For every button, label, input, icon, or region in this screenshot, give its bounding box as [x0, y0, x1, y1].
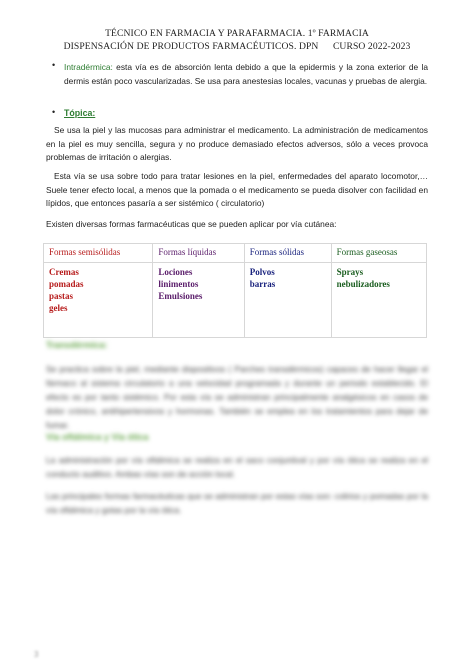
solid-cell	[244, 263, 331, 338]
list-item: geles	[49, 303, 68, 313]
blurred-heading-1: Transdérmica:	[46, 340, 108, 350]
page-number: 3	[34, 650, 39, 659]
page-header	[0, 27, 474, 53]
intradermica-paragraph	[64, 61, 428, 88]
list-item: Emulsiones	[158, 291, 203, 301]
liquid-cell	[153, 263, 244, 338]
semisolid-cell	[44, 263, 153, 338]
blurred-paragraph-1: Se practica sobre la piel, mediante dispositivos ( Parches transdérmicos) capaces de hacer llegar el fármaco al sistema circulatorio a una velocidad programada y durante un periodo establecido. El efecto es por tanto sistémico. Por esta vía se administran principalmente analgésicos en casos de dolor crónico, antihipertensivos y hormonas. También se emplea en los tratamientos para dejar de fumar.	[46, 364, 428, 430]
topica-paragraph-3: Existen diversas formas farmacéuticas que se pueden aplicar por vía cutánea:	[46, 219, 337, 229]
header-gaseous: Formas gaseosas	[331, 244, 426, 263]
blurred-heading-2: Vía oftálmica y Vía ótica	[46, 432, 149, 442]
topica-paragraph-2: Esta vía se usa sobre todo para tratar lesiones en la piel, enfermedades del aparato locomotor,… Suele tener efecto local, a menos que la pomada o el medicamento se pueda disolver con facilidad en lípidos, que entonces pasaría a ser sistémico ( circulatorio)	[46, 171, 428, 208]
blurred-paragraph-3: Las principales formas farmacéuticas que se administran por estas vías son: colirios y pomadas por la vía oftálmica y gotas por la vía ótica.	[46, 491, 428, 515]
list-item: Polvos	[249, 267, 275, 277]
header-course: CURSO 2022-2023	[332, 41, 411, 52]
intradermica-text: esta vía es de absorción lenta debido a que la epidermis y la zona exterior de la dermis están poco vascularizadas. Se usa para anestesias locales, vacunas y pruebas de alergia.	[64, 62, 428, 86]
intradermica-label: Intradérmica:	[64, 62, 113, 72]
list-item: barras	[249, 279, 276, 289]
table-header-row	[44, 244, 427, 263]
list-item: Lociones	[158, 267, 193, 277]
header-subject: DISPENSACIÓN DE PRODUCTOS FARMACÉUTICOS. DPN	[63, 41, 319, 52]
header-line-1: TÉCNICO EN FARMACIA Y PARAFARMACIA. 1º FARMACIA	[105, 28, 369, 39]
list-item: Sprays	[336, 267, 364, 277]
bullet-icon: •	[52, 107, 56, 117]
header-line-2	[0, 40, 474, 53]
list-item: Cremas	[49, 267, 79, 277]
header-solid: Formas sólidas	[244, 244, 331, 263]
header-liquid: Formas líquidas	[153, 244, 244, 263]
bullet-icon: •	[52, 60, 56, 70]
topica-heading: Tópica:	[64, 108, 96, 118]
header-semisolid: Formas semisólidas	[44, 244, 153, 263]
topica-paragraph-1: Se usa la piel y las mucosas para administrar el medicamento. La administración de medicamentos en la piel es muy sencilla, segura y no produce demasiado efectos adversos, sólo a veces provoca problemas de irritación o alergias.	[46, 125, 428, 162]
table-row	[44, 263, 427, 338]
dosage-forms-table	[43, 243, 427, 338]
list-item: pastas	[49, 291, 74, 301]
gaseous-cell	[331, 263, 426, 338]
list-item: linimentos	[158, 279, 199, 289]
list-item: nebulizadores	[336, 279, 390, 289]
blurred-paragraph-2: La administración por vía oftálmica se realiza en el saco conjuntival y por vía ótica se realiza en el conducto auditivo. Ambas vías son de acción local.	[46, 455, 428, 479]
list-item: pomadas	[49, 279, 84, 289]
